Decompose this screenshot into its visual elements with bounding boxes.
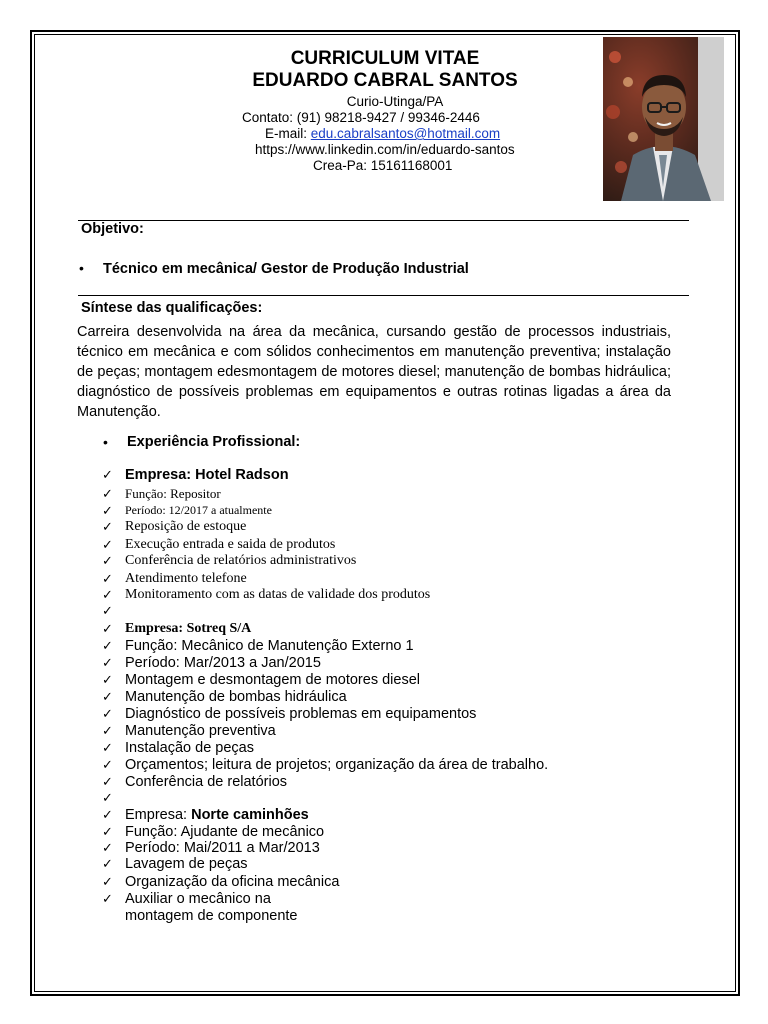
bullet-icon: • (79, 260, 84, 276)
email-line (265, 126, 500, 141)
bullet-icon: • (103, 434, 108, 450)
checkmark-icon: ✓ (102, 621, 113, 636)
objective-item: Técnico em mecânica/ Gestor de Produção Industrial (103, 261, 469, 277)
summary-heading: Síntese das qualificações: (81, 300, 263, 316)
checkmark-icon: ✓ (102, 638, 113, 653)
checkmark-icon: ✓ (102, 757, 113, 772)
checkmark-icon: ✓ (102, 740, 113, 755)
checkmark-icon: ✓ (102, 807, 113, 822)
checkmark-icon: ✓ (102, 467, 113, 482)
list-item-continuation: montagem de componente (125, 908, 298, 924)
company-name: Empresa: Sotreq S/A (125, 621, 252, 636)
checkmark-icon: ✓ (102, 603, 113, 618)
divider-top (78, 220, 689, 221)
crea-number: Crea-Pa: 15161168001 (313, 158, 453, 173)
checkmark-icon: ✓ (102, 689, 113, 704)
contact-phone: Contato: (91) 98218-9427 / 99346-2446 (242, 110, 480, 125)
company-name: Empresa: Hotel Radson (125, 467, 289, 483)
email-label: E-mail: (265, 126, 308, 141)
checkmark-icon: ✓ (102, 706, 113, 721)
location: Curio-Utinga/PA (346, 94, 444, 109)
summary-text: Carreira desenvolvida na área da mecânica, cursando gestão de processos industriais, técnico em mecânica e com sólidos conhecimentos em manutenção preventiva; instalação de peças; montagem edesmontagem de motores diesel; manutenção de bombas hidráulica; diagnóstico de possíveis problemas em equipamentos e outras rotinas ligadas a área da Manutenção. (77, 324, 671, 420)
checkmark-icon: ✓ (102, 571, 113, 586)
checkmark-icon: ✓ (102, 553, 113, 568)
candidate-name: EDUARDO CABRAL SANTOS (252, 70, 518, 91)
checkmark-icon: ✓ (102, 655, 113, 670)
checkmark-icon: ✓ (102, 503, 113, 518)
checkmark-icon: ✓ (102, 824, 113, 839)
checkmark-icon: ✓ (102, 840, 113, 855)
divider-middle (78, 295, 689, 296)
checkmark-icon: ✓ (102, 891, 113, 906)
profile-photo (603, 37, 724, 201)
checkmark-icon: ✓ (102, 774, 113, 789)
document-title: CURRICULUM VITAE (290, 48, 480, 69)
checkmark-icon: ✓ (102, 856, 113, 871)
checkmark-icon: ✓ (102, 790, 113, 805)
checkmark-icon: ✓ (102, 537, 113, 552)
linkedin-url[interactable]: https://www.linkedin.com/in/eduardo-santos (255, 142, 515, 157)
checkmark-icon: ✓ (102, 519, 113, 534)
checkmark-icon: ✓ (102, 486, 113, 501)
checkmark-icon: ✓ (102, 723, 113, 738)
company-name: Empresa: Norte caminhões (125, 807, 309, 823)
checkmark-icon: ✓ (102, 672, 113, 687)
checkmark-icon: ✓ (102, 874, 113, 889)
experience-heading: Experiência Profissional: (127, 434, 301, 450)
checkmark-icon: ✓ (102, 587, 113, 602)
email-link[interactable]: edu.cabralsantos@hotmail.com (310, 126, 501, 141)
objective-heading: Objetivo: (81, 221, 144, 237)
